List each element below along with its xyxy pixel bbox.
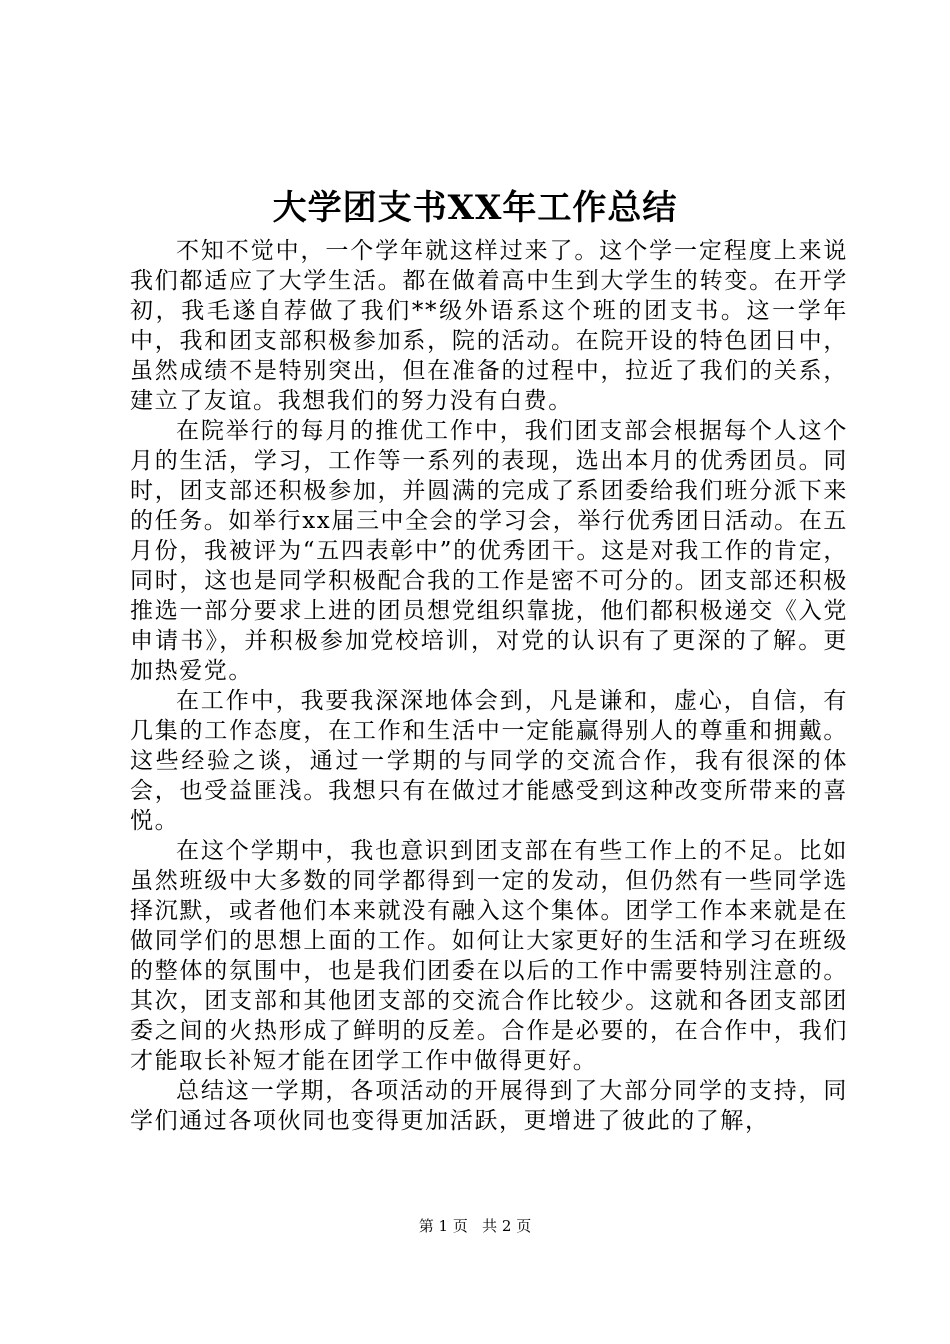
paragraph-1: 不知不觉中，一个学年就这样过来了。这个学一定程度上来说我们都适应了大学生活。都在做着高中生到大学生的转变。在开学初，我毛遂自荐做了我们**级外语系这个班的团支书。这一学年中，我和团支部积极参加系，院的活动。在院开设的特色团日中，虽然成绩不是特别突出，但在准备的过程中，拉近了我们的关系，建立了友谊。我想我们的努力没有白费。 — [130, 238, 848, 414]
page-number-label: 第 1 页 共 2 页 — [418, 1217, 532, 1235]
document-title: 大学团支书XX年工作总结 — [272, 188, 678, 228]
paragraph-5: 总结这一学期，各项活动的开展得到了大部分同学的支持，同学们通过各项伙同也变得更加活跃，更增进了彼此的了解， — [130, 1078, 848, 1134]
page-footer — [0, 1215, 950, 1237]
document-body — [130, 236, 848, 1136]
paragraph-2: 在院举行的每月的推优工作中，我们团支部会根据每个人这个月的生活，学习，工作等一系列的表现，选出本月的优秀团员。同时，团支部还积极参加，并圆满的完成了系团委给我们班分派下来的任务。如举行xx届三中全会的学习会，举行优秀团日活动。在五月份，我被评为“五四表彰中”的优秀团干。这是对我工作的肯定，同时，这也是同学积极配合我的工作是密不可分的。团支部还积极推选一部分要求上进的团员想党组织靠拢，他们都积极递交《入党申请书》，并积极参加党校培训，对党的认识有了更深的了解。更加热爱党。 — [130, 418, 848, 684]
paragraph-4: 在这个学期中，我也意识到团支部在有些工作上的不足。比如虽然班级中大多数的同学都得到一定的发动，但仍然有一些同学选择沉默，或者他们本来就没有融入这个集体。团学工作本来就是在做同学们的思想上面的工作。如何让大家更好的生活和学习在班级的整体的氛围中，也是我们团委在以后的工作中需要特别注意的。其次，团支部和其他团支部的交流合作比较少。这就和各团支部团委之间的火热形成了鲜明的反差。合作是必要的，在合作中，我们才能取长补短才能在团学工作中做得更好。 — [130, 838, 848, 1074]
paragraph-3: 在工作中，我要我深深地体会到，凡是谦和，虚心，自信，有几集的工作态度，在工作和生活中一定能赢得别人的尊重和拥戴。这些经验之谈，通过一学期的与同学的交流合作，我有很深的体会，也受益匪浅。我想只有在做过才能感受到这种改变所带来的喜悦。 — [130, 688, 848, 834]
